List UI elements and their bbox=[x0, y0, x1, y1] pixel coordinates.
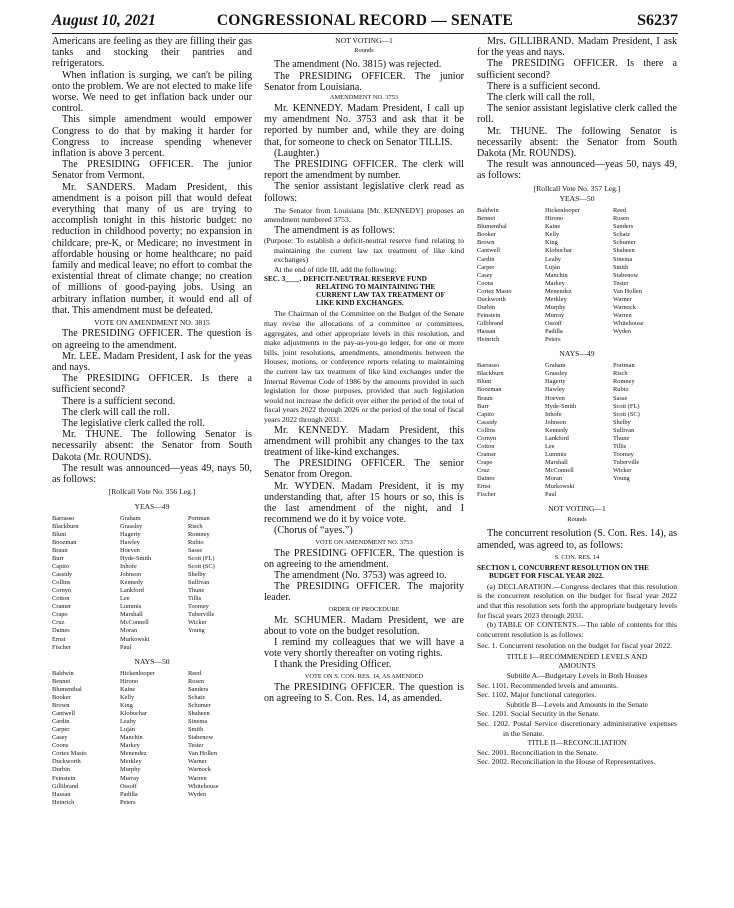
senator-name: Hoeven bbox=[545, 394, 565, 402]
rollcall-heading: [Rollcall Vote No. 357 Leg.] bbox=[533, 183, 621, 193]
paragraph: Mr. THUNE. The following Senator is necessarily absent: the Senator from South Dakota (Mr. ROUNDS). bbox=[52, 429, 252, 463]
senator-name: Sanders bbox=[613, 223, 634, 231]
paragraph: At the end of title III, add the following: bbox=[274, 265, 397, 274]
page-header bbox=[52, 12, 678, 34]
senator-name: Peters bbox=[545, 335, 561, 343]
paragraph: The PRESIDING OFFICER. The question is on agreeing to the amendment. bbox=[52, 328, 252, 351]
senator-name: Shaheen bbox=[613, 247, 635, 255]
vote-column bbox=[477, 207, 541, 344]
senator-name: Wicker bbox=[613, 466, 632, 474]
senator-name: Schatz bbox=[188, 694, 206, 702]
section-title bbox=[264, 275, 464, 308]
senator-name: Sasse bbox=[613, 394, 628, 402]
senator-name: Blackburn bbox=[477, 370, 504, 378]
senator-name: Fischer bbox=[477, 491, 496, 499]
senator-name: Cramer bbox=[477, 450, 497, 458]
senator-name: Schumer bbox=[613, 239, 636, 247]
senator-name: Grassley bbox=[120, 522, 143, 530]
senator-name: Coons bbox=[52, 742, 69, 750]
toc-entry: Sec. 1. Concurrent resolution on the budget for fiscal year 2022. bbox=[477, 641, 673, 651]
senator-name: Warnock bbox=[188, 766, 211, 774]
header-date: August 10, 2021 bbox=[52, 12, 156, 29]
senator-name: Brown bbox=[52, 702, 70, 710]
senator-name: Markey bbox=[120, 742, 140, 750]
senator-name: Luján bbox=[545, 263, 560, 271]
senator-name: Risch bbox=[188, 522, 203, 530]
senator-name: Murkowski bbox=[545, 483, 575, 491]
senator-name: Cotton bbox=[477, 442, 495, 450]
senator-name: Barrasso bbox=[52, 514, 75, 522]
paragraph: The Senator from Louisiana [Mr. KENNEDY] proposes an amendment numbered 3753. bbox=[264, 205, 464, 225]
paragraph: The PRESIDING OFFICER. The junior Senator from Vermont. bbox=[52, 159, 252, 182]
senator-name: Lummis bbox=[120, 603, 142, 611]
senator-name: Toomey bbox=[188, 603, 209, 611]
senator-name: Cardin bbox=[52, 718, 70, 726]
section-heading: VOTE ON AMENDMENT NO. 3815 bbox=[94, 318, 210, 328]
senator-name: Hagerty bbox=[120, 530, 141, 538]
paragraph: The concurrent resolution (S. Con. Res. 14), as amended, was agreed to, as follows: bbox=[477, 528, 677, 551]
senator-name: Blumenthal bbox=[477, 223, 507, 231]
rollcall-heading: [Rollcall Vote No. 356 Leg.] bbox=[108, 487, 196, 497]
senator-name: McConnell bbox=[120, 619, 149, 627]
senator-name: Cantwell bbox=[52, 710, 76, 718]
senator-name: Feinstein bbox=[52, 774, 76, 782]
paragraph: The PRESIDING OFFICER. The junior Senator from Louisiana. bbox=[264, 70, 464, 93]
section-heading: VOTE ON S. CON. RES. 14, AS AMENDED bbox=[304, 672, 424, 680]
senator-name: Hirono bbox=[120, 677, 139, 685]
senator-name: Hagerty bbox=[545, 378, 566, 386]
nays-table bbox=[52, 670, 252, 807]
senator-name: Sanders bbox=[188, 686, 209, 693]
senator-name: Burr bbox=[52, 555, 64, 563]
paragraph: The PRESIDING OFFICER. The question is on agreeing to the amendment. bbox=[264, 547, 464, 570]
paragraph: The amendment (No. 3815) was rejected. bbox=[274, 59, 442, 71]
senator-name: Heinrich bbox=[477, 335, 500, 343]
senator-name: Luján bbox=[120, 726, 135, 734]
senator-name: Wyden bbox=[613, 327, 632, 335]
senator-name: Shaheen bbox=[188, 710, 210, 718]
paragraph: There is a sufficient second. bbox=[487, 80, 601, 92]
senator-name: Tuberville bbox=[188, 611, 215, 619]
senator-name: Bennet bbox=[477, 215, 496, 223]
paragraph: The senior assistant legislative clerk read as follows: bbox=[264, 181, 464, 204]
senator-name: Blunt bbox=[52, 530, 67, 538]
senator-name: Tuberville bbox=[613, 458, 640, 466]
senator-name: Kennedy bbox=[120, 579, 144, 587]
senator-name: Stabenow bbox=[613, 271, 639, 279]
paragraph: (Laughter.) bbox=[274, 147, 320, 159]
paragraph: Mr. KENNEDY. Madam President, this amendment will prohibit any changes to the tax treatment of like-kind exchanges. bbox=[264, 424, 464, 458]
paragraph: When inflation is surging, we can't be piling onto the problem. We are not elected to make life worse. We need to get inflation back under our control. bbox=[52, 69, 252, 115]
not-voting-heading: NOT VOTING—1 bbox=[335, 36, 393, 45]
senator-name: Paul bbox=[545, 491, 557, 499]
senator-name: Manchin bbox=[120, 734, 143, 742]
paragraph: Mr. SCHUMER. Madam President, we are about to vote on the budget resolution. bbox=[264, 614, 464, 637]
vote-column bbox=[120, 515, 184, 652]
vote-column bbox=[545, 207, 609, 344]
senator-name: Barrasso bbox=[477, 362, 500, 370]
senator-name: Daines bbox=[52, 627, 70, 635]
nays-table bbox=[477, 362, 677, 499]
senator-name: King bbox=[120, 702, 133, 710]
senator-name: Markey bbox=[545, 279, 565, 287]
vote-column bbox=[545, 362, 609, 499]
senator-name: Sinema bbox=[188, 718, 208, 726]
senator-name: Manchin bbox=[545, 271, 568, 279]
senator-name: Scott (SC) bbox=[188, 563, 215, 571]
senator-name: Capito bbox=[52, 563, 70, 571]
senator-name: Sullivan bbox=[188, 579, 210, 587]
toc-entry: Sec. 1102. Major functional categories. bbox=[477, 690, 597, 700]
section-heading: AMENDMENT NO. 3753 bbox=[329, 93, 399, 101]
senator-name: Warner bbox=[188, 758, 207, 766]
senator-name: Smith bbox=[188, 726, 204, 734]
section-label: SEC. 3____. bbox=[264, 274, 302, 283]
senator-name: Hickenlooper bbox=[545, 207, 580, 215]
paragraph: Mr. KENNEDY. Madam President, I call up my amendment No. 3753 and ask that it be reported by number and, while they are doing that, for someone to check on Senator TILLIS. bbox=[264, 103, 464, 148]
toc-entry: Sec. 1202. Postal Service discretionary administrative expenses in the Senate. bbox=[477, 719, 677, 738]
senator-name: Smith bbox=[613, 263, 629, 271]
senator-name: Cassidy bbox=[52, 571, 73, 579]
senator-name: Tillis bbox=[188, 595, 202, 603]
senator-name: Hawley bbox=[545, 386, 565, 394]
senator-name: Cramer bbox=[52, 603, 72, 611]
senator-name: Johnson bbox=[120, 571, 141, 579]
toc-title: TITLE II—RECONCILIATION bbox=[527, 738, 627, 748]
senator-name: Murkowski bbox=[120, 635, 150, 643]
senator-name: Scott (FL) bbox=[188, 555, 215, 563]
senator-name: Warnock bbox=[613, 303, 636, 311]
senator-name: Stabenow bbox=[188, 734, 214, 742]
senator-name: Carper bbox=[477, 263, 495, 271]
toc-title: TITLE I—RECOMMENDED LEVELS AND AMOUNTS bbox=[506, 651, 648, 671]
senator-name: Hickenlooper bbox=[120, 669, 155, 677]
senator-name: Cornyn bbox=[477, 434, 497, 442]
senator-name: Menendez bbox=[545, 287, 572, 295]
paragraph: Americans are feeling as they are filling their gas tanks and stocking their pantries and refrigerators. bbox=[52, 36, 252, 70]
senator-name: Hyde-Smith bbox=[120, 555, 152, 563]
header-title: CONGRESSIONAL RECORD — SENATE bbox=[216, 12, 514, 29]
senator-name: Tester bbox=[613, 279, 629, 287]
senator-name: Gillibrand bbox=[477, 319, 504, 327]
senator-name: Sasse bbox=[188, 547, 203, 554]
senator-name: Warren bbox=[613, 311, 632, 319]
toc-entry: Sec. 1201. Social Security in the Senate. bbox=[477, 709, 600, 719]
senator-name: Paul bbox=[120, 643, 132, 651]
paragraph: The PRESIDING OFFICER. The senior Senator from Oregon. bbox=[264, 458, 464, 481]
paragraph: Mr. LEE. Madam President, I ask for the yeas and nays. bbox=[52, 350, 252, 373]
paragraph: The amendment is as follows: bbox=[274, 225, 396, 237]
vote-column bbox=[188, 670, 252, 807]
senator-name: Portman bbox=[613, 362, 635, 370]
senator-name: Thune bbox=[188, 587, 205, 595]
paragraph: Mrs. GILLIBRAND. Madam President, I ask for the yeas and nays. bbox=[477, 36, 677, 59]
senator-name: Durbin bbox=[52, 766, 71, 774]
paragraph: The Chairman of the Committee on the Budget of the Senate may revise the allocations of a committee or committees, aggregates, and other appropriate levels in this resolution, and make adjustments to the pay-as-you-go ledger, for one or more bills, joint resolutions, amendments, amendments between the Houses, motions, or conference reports relating to maintaining the current law tax treatment of like kind exchanges under the Internal Revenue Code of 1986 by the amounts provided in such legislation for those purposes, provided that such legislation would not increase the deficit over either the period of the total of fiscal years 2022 through 2026 or the period of the total of fiscal years 2022 through 2031. bbox=[264, 309, 464, 424]
senator-name: Moran bbox=[120, 627, 138, 635]
senator-name: Brown bbox=[477, 239, 495, 247]
senator-name: Casey bbox=[52, 734, 68, 742]
vote-column bbox=[613, 207, 677, 344]
senator-name: Marshall bbox=[120, 611, 143, 619]
senator-name: Fischer bbox=[52, 643, 71, 651]
senator-name: Padilla bbox=[545, 327, 563, 335]
senator-name: Heinrich bbox=[52, 798, 75, 806]
senator-name: Sullivan bbox=[613, 426, 635, 434]
vote-column bbox=[477, 362, 541, 499]
senator-name: Kelly bbox=[120, 694, 135, 702]
senator-name: Sinema bbox=[613, 255, 633, 263]
senator-name: Cortez Masto bbox=[477, 287, 512, 295]
senator-name: Cruz bbox=[477, 466, 490, 474]
vote-column bbox=[52, 670, 116, 807]
toc-subtitle: Subtitle A—Budgetary Levels in Both Houses bbox=[506, 671, 648, 681]
senator-name: Van Hollen bbox=[188, 750, 217, 758]
senator-name: Young bbox=[613, 474, 630, 482]
senator-name: Young bbox=[188, 627, 205, 635]
senator-name: Hyde-Smith bbox=[545, 402, 577, 410]
senator-name: Thune bbox=[613, 434, 630, 442]
senator-name: Toomey bbox=[613, 450, 634, 458]
senator-name: Cantwell bbox=[477, 247, 501, 255]
paragraph: There is a sufficient second. bbox=[62, 395, 176, 407]
paragraph: (Purpose: To establish a deficit-neutral reserve fund relating to maintaining the current law tax treatment of like kind exchanges) bbox=[264, 236, 464, 265]
column-1 bbox=[52, 36, 252, 807]
senator-name: Klobuchar bbox=[120, 710, 147, 718]
paragraph: The amendment (No. 3753) was agreed to. bbox=[274, 570, 447, 582]
not-voting-name: Rounds bbox=[354, 47, 374, 55]
senator-name: Romney bbox=[188, 530, 210, 538]
senator-name: Crapo bbox=[52, 611, 68, 619]
senator-name: Warren bbox=[188, 774, 207, 782]
senator-name: Coons bbox=[477, 279, 494, 287]
senator-name: Van Hollen bbox=[613, 287, 642, 295]
senator-name: Rosen bbox=[613, 215, 629, 223]
senator-name: Cortez Masto bbox=[52, 750, 87, 758]
senator-name: Booker bbox=[52, 694, 71, 702]
senator-name: Hawley bbox=[120, 538, 140, 546]
senator-name: Moran bbox=[545, 474, 563, 482]
senator-name: Kaine bbox=[120, 686, 136, 693]
senator-name: Reed bbox=[188, 669, 202, 677]
senator-name: Reed bbox=[613, 207, 627, 215]
senator-name: Inhofe bbox=[120, 563, 137, 571]
senator-name: Graham bbox=[545, 362, 566, 370]
header-page-number: S6237 bbox=[637, 12, 678, 29]
senator-name: Padilla bbox=[120, 790, 138, 798]
yeas-table bbox=[52, 515, 252, 652]
senator-name: Murray bbox=[545, 311, 565, 319]
senator-name: Rubio bbox=[613, 386, 629, 394]
section-title: SECTION 1. CONCURRENT RESOLUTION ON THE BUDGET FOR FISCAL YEAR 2022. bbox=[477, 563, 649, 581]
paragraph: The clerk will call the roll. bbox=[62, 406, 170, 418]
senator-name: Ernst bbox=[477, 483, 491, 491]
senator-name: Wicker bbox=[188, 619, 207, 627]
paragraph: The PRESIDING OFFICER. Is there a sufficient second? bbox=[477, 58, 677, 81]
header-rule bbox=[52, 33, 678, 34]
senator-name: Whitehouse bbox=[188, 782, 219, 790]
senator-name: Lankford bbox=[120, 587, 144, 595]
toc-entry: Sec. 1101. Recommended levels and amounts. bbox=[477, 680, 619, 690]
paragraph: (b) TABLE OF CONTENTS.—The table of contents for this concurrent resolution is as follows: bbox=[477, 620, 677, 639]
senator-name: Wyden bbox=[188, 790, 207, 798]
paragraph: The senior assistant legislative clerk called the roll. bbox=[477, 103, 677, 126]
senator-name: Lee bbox=[120, 595, 130, 603]
not-voting-heading: NOT VOTING—1 bbox=[548, 504, 606, 514]
senator-name: Hassan bbox=[52, 790, 71, 798]
senator-name: Blackburn bbox=[52, 522, 79, 530]
senator-name: Scott (FL) bbox=[613, 402, 640, 410]
senator-name: Booker bbox=[477, 231, 496, 239]
senator-name: Casey bbox=[477, 271, 493, 279]
paragraph: Mr. SANDERS. Madam President, this amendment is a poison pill that would defeat everything that many of us are trying to accomplish tonight in this historic budget: no reduction in childhood poverty; no expansion in childcare, pre-K, or Medicare; no investment in affordable housing or home healthcare; no paid family and medical leave; no effort to combat the existential threat of climate change; no creation of millions of good-paying jobs. Using an arbitrary inflation number, it would end all of that. This amendment must be defeated. bbox=[52, 181, 252, 316]
paragraph: The result was announced—yeas 50, nays 49, as follows: bbox=[477, 159, 677, 182]
senator-name: Merkley bbox=[545, 295, 567, 303]
senator-name: Lankford bbox=[545, 434, 569, 442]
senator-name: Collins bbox=[477, 426, 496, 434]
senator-name: Scott (SC) bbox=[613, 410, 640, 418]
senator-name: Murphy bbox=[545, 303, 566, 311]
yeas-table bbox=[477, 207, 677, 344]
yeas-heading: YEAS—50 bbox=[559, 193, 595, 203]
senator-name: Duckworth bbox=[477, 295, 506, 303]
resolution-heading: S. CON. RES. 14 bbox=[554, 553, 600, 561]
senator-name: Rosen bbox=[188, 677, 204, 685]
senator-name: Hoeven bbox=[120, 547, 140, 554]
senator-name: Daines bbox=[477, 474, 495, 482]
senator-name: Cornyn bbox=[52, 587, 72, 595]
senator-name: Baldwin bbox=[477, 207, 499, 215]
senator-name: Peters bbox=[120, 798, 136, 806]
senator-name: Blumenthal bbox=[52, 686, 82, 693]
senator-name: Ossoff bbox=[545, 319, 562, 327]
senator-name: Inhofe bbox=[545, 410, 562, 418]
paragraph: The result was announced—yeas 49, nays 50, as follows: bbox=[52, 462, 252, 486]
senator-name: Durbin bbox=[477, 303, 496, 311]
yeas-heading: YEAS—49 bbox=[134, 501, 170, 511]
senator-name: Duckworth bbox=[52, 758, 81, 766]
vote-column bbox=[120, 670, 184, 807]
senator-name: Merkley bbox=[120, 758, 142, 766]
nays-heading: NAYS—50 bbox=[134, 656, 170, 666]
senator-name: Burr bbox=[477, 402, 489, 410]
senator-name: Gillibrand bbox=[52, 782, 79, 790]
senator-name: Feinstein bbox=[477, 311, 501, 319]
senator-name: Cotton bbox=[52, 595, 70, 603]
senator-name: Cruz bbox=[52, 619, 65, 627]
paragraph: This simple amendment would empower Congress to do that by making it harder for Congress to increase spending whenever inflation is above 3 percent. bbox=[52, 114, 252, 160]
paragraph: (a) DECLARATION.—Congress declares that this resolution is the concurrent resolution on the budget for fiscal year 2022 and that this resolution sets forth the appropriate budgetary levels for fiscal years 2023 through 2031. bbox=[477, 581, 677, 620]
senator-name: Schumer bbox=[188, 702, 211, 710]
senator-name: Collins bbox=[52, 579, 71, 587]
toc-subtitle: Subtitle B—Levels and Amounts in the Senate bbox=[506, 699, 648, 709]
not-voting-name: Rounds bbox=[567, 516, 587, 524]
senator-name: Blunt bbox=[477, 378, 492, 386]
senator-name: Rubio bbox=[188, 538, 204, 546]
column-3 bbox=[477, 36, 677, 767]
senator-name: Braun bbox=[477, 394, 493, 402]
senator-name: Murphy bbox=[120, 766, 141, 774]
senator-name: Murray bbox=[120, 774, 140, 782]
senator-name: Shelby bbox=[613, 418, 631, 426]
section-heading: VOTE ON AMENDMENT NO. 3753 bbox=[315, 538, 413, 546]
toc-entry: Sec. 2001. Reconciliation in the Senate. bbox=[477, 747, 599, 757]
paragraph: The PRESIDING OFFICER. The majority leader. bbox=[264, 581, 464, 604]
paragraph: The legislative clerk called the roll. bbox=[62, 418, 205, 429]
paragraph: Mr. THUNE. The following Senator is necessarily absent: the Senator from South Dakota (Mr. ROUNDS). bbox=[477, 125, 677, 160]
senator-name: Baldwin bbox=[52, 669, 74, 677]
senator-name: Tester bbox=[188, 742, 204, 750]
senator-name: Whitehouse bbox=[613, 319, 644, 327]
senator-name: Leahy bbox=[120, 718, 136, 726]
senator-name: Kelly bbox=[545, 231, 560, 239]
paragraph: I remind my colleagues that we will have a vote very shortly thereafter on voting rights. bbox=[264, 637, 464, 660]
paragraph: (Chorus of “ayes.”) bbox=[274, 525, 353, 537]
senator-name: Crapo bbox=[477, 458, 493, 466]
senator-name: Grassley bbox=[545, 370, 568, 378]
paragraph: The PRESIDING OFFICER. The clerk will report the amendment by number. bbox=[264, 159, 464, 182]
senator-name: Romney bbox=[613, 378, 635, 386]
senator-name: Kennedy bbox=[545, 426, 569, 434]
senator-name: Warner bbox=[613, 295, 632, 303]
senator-name: Graham bbox=[120, 514, 141, 522]
paragraph: The PRESIDING OFFICER. Is there a sufficient second? bbox=[52, 373, 252, 396]
vote-column bbox=[52, 515, 116, 652]
senator-name: Klobuchar bbox=[545, 247, 572, 255]
senator-name: Hirono bbox=[545, 215, 564, 223]
vote-column bbox=[188, 515, 252, 652]
senator-name: Portman bbox=[188, 514, 210, 522]
senator-name: Schatz bbox=[613, 231, 631, 239]
senator-name: Carper bbox=[52, 726, 70, 734]
senator-name: McConnell bbox=[545, 466, 574, 474]
nays-heading: NAYS—49 bbox=[559, 349, 595, 359]
senator-name: Capito bbox=[477, 410, 495, 418]
paragraph: I thank the Presiding Officer. bbox=[274, 659, 392, 671]
senator-name: Risch bbox=[613, 370, 628, 378]
senator-name: King bbox=[545, 239, 558, 247]
senator-name: Menendez bbox=[120, 750, 147, 758]
section-title-text: DEFICIT-NEUTRAL RESERVE FUND RELATING TO MAINTAINING THE CURRENT LAW TAX TREATMENT OF LIKE KIND EXCHANGES. bbox=[303, 274, 445, 308]
senator-name: Braun bbox=[52, 547, 68, 554]
senator-name: Tillis bbox=[613, 442, 627, 450]
senator-name: Kaine bbox=[545, 223, 561, 231]
paragraph: Mr. WYDEN. Madam President, it is my understanding that, after 15 hours or so, this is the last amendment of the night, and I recommend we do it by voice vote. bbox=[264, 480, 464, 526]
senator-name: Lummis bbox=[545, 450, 567, 458]
senator-name: Hassan bbox=[477, 327, 496, 335]
column-2 bbox=[264, 36, 464, 704]
vote-column bbox=[613, 362, 677, 499]
toc-entry: Sec. 2002. Reconciliation in the House of Representatives. bbox=[477, 757, 656, 767]
section-heading: ORDER OF PROCEDURE bbox=[328, 605, 400, 613]
paragraph: The PRESIDING OFFICER. The question is on agreeing to S. Con. Res. 14, as amended. bbox=[264, 681, 464, 704]
senator-name: Cardin bbox=[477, 255, 495, 263]
senator-name: Boozman bbox=[477, 386, 502, 394]
senator-name: Bennet bbox=[52, 677, 71, 685]
paragraph: The clerk will call the roll. bbox=[487, 92, 595, 104]
senator-name: Boozman bbox=[52, 538, 77, 546]
senator-name: Lee bbox=[545, 442, 555, 450]
senator-name: Ossoff bbox=[120, 782, 137, 790]
senator-name: Leahy bbox=[545, 255, 561, 263]
senator-name: Shelby bbox=[188, 571, 206, 579]
senator-name: Ernst bbox=[52, 635, 66, 643]
senator-name: Marshall bbox=[545, 458, 568, 466]
senator-name: Johnson bbox=[545, 418, 566, 426]
senator-name: Cassidy bbox=[477, 418, 498, 426]
